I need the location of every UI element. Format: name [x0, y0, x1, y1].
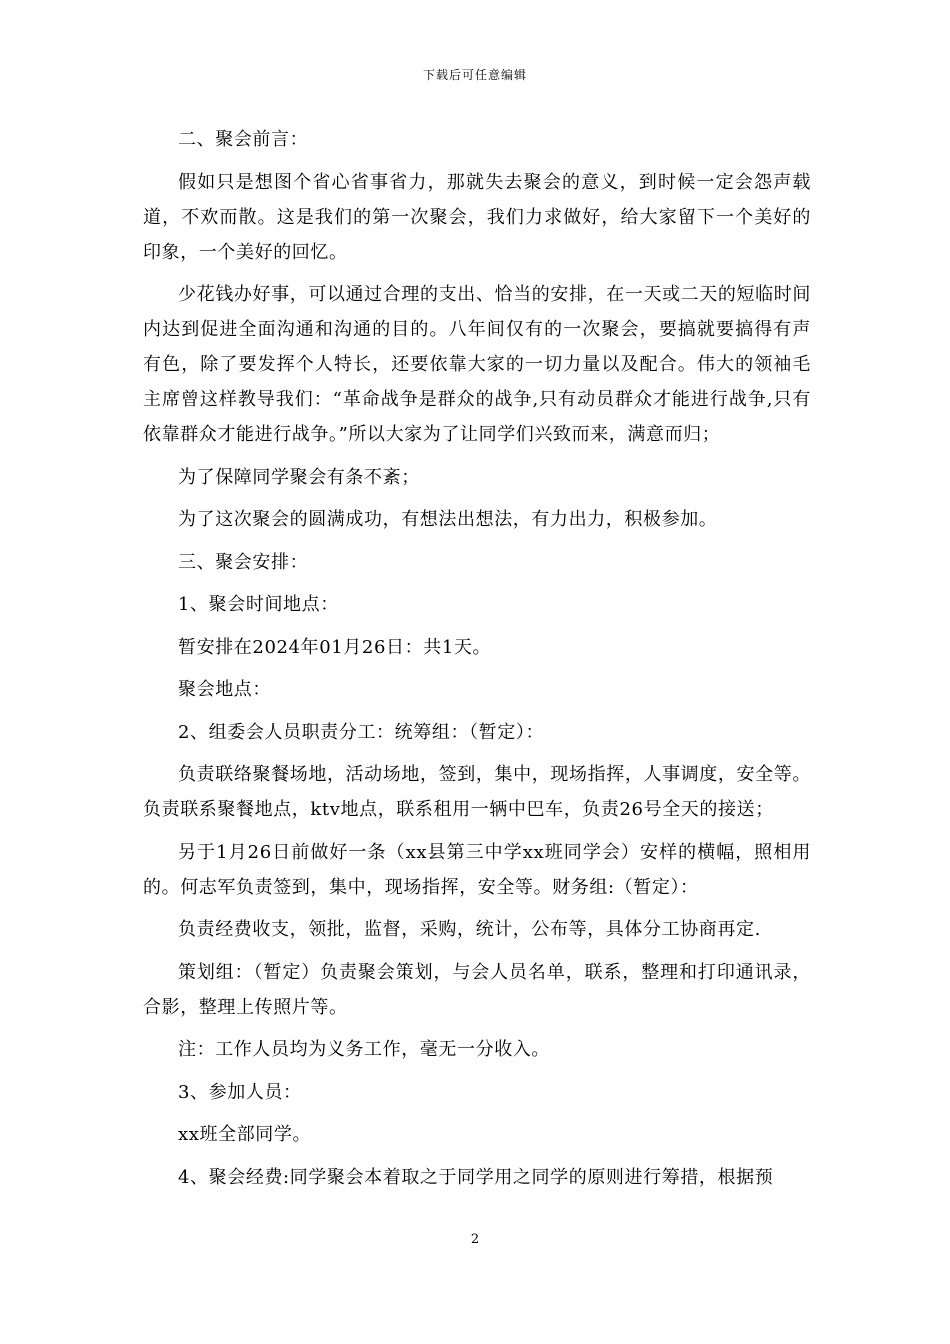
paragraph: 为了保障同学聚会有条不紊； [178, 466, 420, 488]
list-item: 2、组委会人员职责分工：统筹组：（暂定）： [178, 721, 545, 743]
paragraph: 另于1月26日前做好一条（xx县第三中学xx班同学会）安样的横幅，照相用的。何志军负责签到，集中，现场指挥，安全等。财务组:（暂定）： [143, 841, 811, 898]
page-header: 下载后可任意编辑 [422, 68, 527, 82]
paragraph: xx班全部同学。 [178, 1124, 312, 1145]
paragraph: 为了这次聚会的圆满成功，有想法出想法，有力出力，积极参加。 [178, 509, 718, 530]
list-item: 4、聚会经费:同学聚会本着取之于同学用之同学的原则进行筹措，根据预 [178, 1166, 774, 1188]
paragraph: 聚会地点： [178, 679, 271, 700]
paragraph: 少花钱办好事，可以通过合理的支出、恰当的安排，在一天或二天的短临时间内达到促进全面沟通和沟通的目的。八年间仅有的一次聚会，要搞就要搞得有声有色，除了要发挥个人特长，还要依靠大家的一切力量以及配合。伟大的领袖毛主席曾这样教导我们：“革命战争是群众的战争,只有动员群众才能进行战争,只有依靠群众才能进行战争。”所以大家为了让同学们兴致而来，满意而归； [143, 284, 811, 445]
section-heading-preface: 二、聚会前言： [178, 129, 309, 150]
list-item: 3、参加人员： [178, 1081, 302, 1103]
paragraph: 负责联络聚餐场地，活动场地，签到，集中，现场指挥，人事调度，安全等。负责联系聚餐地点，ktv地点，联系租用一辆中巴车，负责26号全天的接送； [143, 764, 811, 820]
paragraph: 假如只是想图个省心省事省力，那就失去聚会的意义，到时候一定会怨声载道，不欢而散。这是我们的第一次聚会，我们力求做好，给大家留下一个美好的印象，一个美好的回忆。 [143, 171, 811, 263]
paragraph: 负责经费收支，领批，监督，采购，统计，公布等，具体分工协商再定. [178, 919, 761, 940]
section-heading-arrangement: 三、聚会安排： [178, 551, 309, 573]
paragraph: 策划组：（暂定）负责聚会策划，与会人员名单，联系，整理和打印通讯录，合影，整理上传照片等。 [143, 961, 811, 1018]
page-number: 2 [470, 1232, 480, 1247]
note-paragraph: 注：工作人员均为义务工作，毫无一分收入。 [178, 1039, 550, 1060]
paragraph: 暂安排在2024年01月26日：共1天。 [178, 636, 492, 658]
list-item: 1、聚会时间地点： [178, 594, 339, 615]
document-body [143, 122, 811, 1202]
